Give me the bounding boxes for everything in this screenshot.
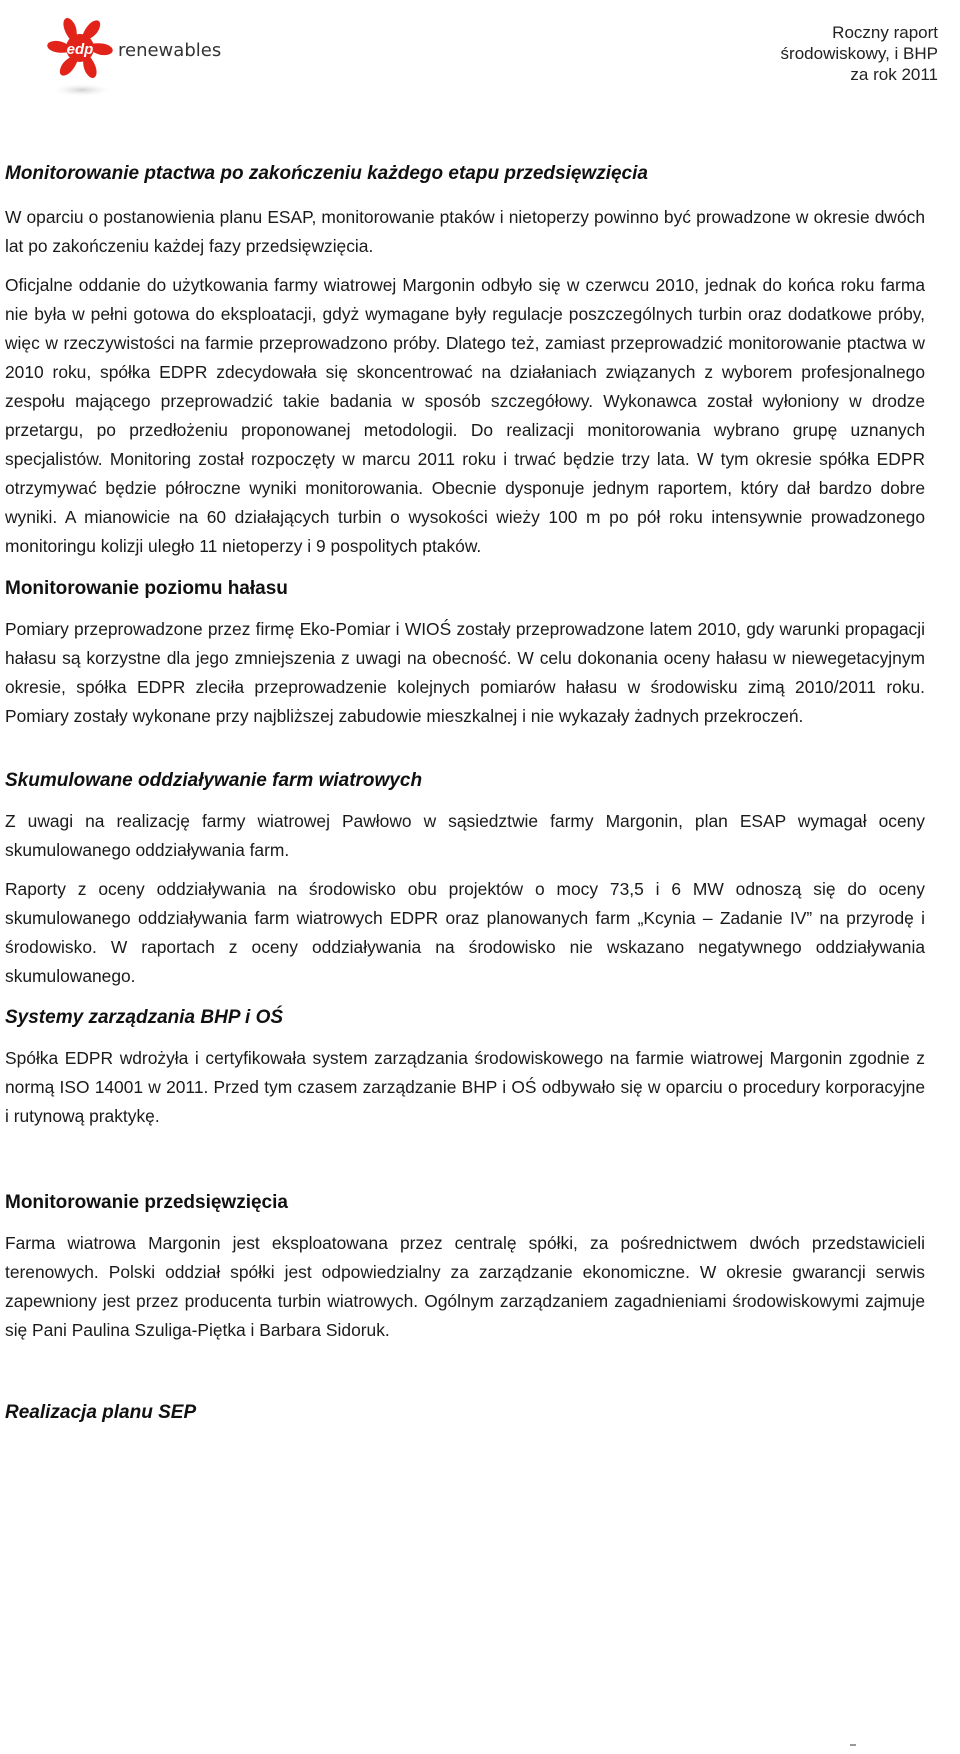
logo-wordmark: renewables: [118, 40, 222, 61]
paragraph: W oparciu o postanowienia planu ESAP, monitorowanie ptaków i nietoperzy powinno być prowadzone w okresie dwóch lat po zakończeniu każdej fazy przedsięwzięcia.: [5, 207, 925, 256]
edp-flower-icon: [44, 12, 244, 102]
section-heading-management-systems: Systemy zarządzania BHP i OŚ: [5, 1007, 284, 1028]
section-heading-project-monitoring: Monitorowanie przedsięwzięcia: [5, 1192, 288, 1213]
paragraph: Raporty z oceny oddziaływania na środowisko obu projektów o mocy 73,5 i 6 MW odnoszą się do oceny skumulowanego oddziaływania farm wiatrowych EDPR oraz planowanych farm „Kcynia – Zadanie IV” na przyrodę i środowisko. W raportach z oceny oddziaływania na środowisko nie wskazano negatywnego oddziaływania skumulowanego.: [5, 879, 925, 986]
edp-renewables-logo: [44, 12, 244, 102]
paragraph: Farma wiatrowa Margonin jest eksploatowana przez centralę spółki, za pośrednictwem dwóch przedstawicieli terenowych. Polski oddział spółki jest odpowiedzialny za zarządzanie ekonomiczne. W okresie gwarancji serwis zapewniony jest przez producenta turbin wiatrowych. Ogólnym zarządzaniem zagadnieniami środowiskowymi zajmuje się Pani Paulina Szuliga-Piętka i Barbara Sidoruk.: [5, 1233, 925, 1340]
section-heading-noise-monitoring: Monitorowanie poziomu hałasu: [5, 578, 288, 599]
page-header: [0, 0, 960, 120]
svg-text:edp: edp: [66, 41, 94, 58]
report-title-line-3: za rok 2011: [850, 65, 938, 84]
section-heading-sep-plan: Realizacja planu SEP: [5, 1402, 197, 1423]
section-heading-cumulative-impact: Skumulowane oddziaływanie farm wiatrowych: [5, 770, 423, 791]
report-title-line-2: środowiskowy, i BHP: [780, 44, 938, 63]
paragraph: Pomiary przeprowadzone przez firmę Eko-Pomiar i WIOŚ zostały przeprowadzone latem 2010, gdy warunki propagacji hałasu są korzystne dla jego zmniejszenia z uwagi na obecność. W celu dokonania oceny hałasu w niewegetacyjnym okresie, spółka EDPR zleciła przeprowadzenie kolejnych pomiarów hałasu w środowisku zimą 2010/2011 roku. Pomiary zostały wykonane przy najbliższej zabudowie mieszkalnej i nie wykazały żadnych przekroczeń.: [5, 619, 925, 726]
paragraph: Z uwagi na realizację farmy wiatrowej Pawłowo w sąsiedztwie farmy Margonin, plan ESAP wymagał oceny skumulowanego oddziaływania farm.: [5, 811, 925, 860]
section-heading-bird-monitoring: Monitorowanie ptactwa po zakończeniu każdego etapu przedsięwzięcia: [5, 163, 648, 184]
page-footer-mark: [850, 1744, 856, 1746]
report-title: [781, 22, 938, 85]
document-body: [5, 162, 925, 1425]
report-title-line-1: Roczny raport: [832, 23, 938, 42]
paragraph: Spółka EDPR wdrożyła i certyfikowała system zarządzania środowiskowego na farmie wiatrowej Margonin zgodnie z normą ISO 14001 w 2011. Przed tym czasem zarządzanie BHP i OŚ odbywało się w oparciu o procedury korporacyjne i rutynową praktykę.: [5, 1048, 925, 1126]
paragraph: Oficjalne oddanie do użytkowania farmy wiatrowej Margonin odbyło się w czerwcu 2010, jednak do końca roku farma nie była w pełni gotowa do eksploatacji, gdyż wymagane były regulacje poszczególnych turbin oraz dodatkowe próby, więc w rzeczywistości na farmie przeprowadzono próby. Dlatego też, zamiast przeprowadzić monitorowanie ptactwa w 2010 roku, spółka EDPR zdecydowała się skoncentrować na działaniach związanych z wyborem profesjonalnego zespołu mającego przeprowadzić takie badania w sposób szczegółowy. Wykonawca został wyłoniony w drodze przetargu, po przedłożeniu proponowanej metodologii. Do realizacji monitorowania wybrano grupę uznanych specjalistów. Monitoring został rozpoczęty w marcu 2011 roku i trwać będzie trzy lata. W tym okresie spółka EDPR otrzymywać będzie półroczne wyniki monitorowania. Obecnie dysponuje jednym raportem, który dał bardzo dobre wyniki. A mianowicie na 60 działających turbin o wysokości wieży 100 m po pół roku intensywnie prowadzonego monitoringu kolizji uległo 11 nietoperzy i 9 pospolitych ptaków.: [5, 275, 925, 556]
